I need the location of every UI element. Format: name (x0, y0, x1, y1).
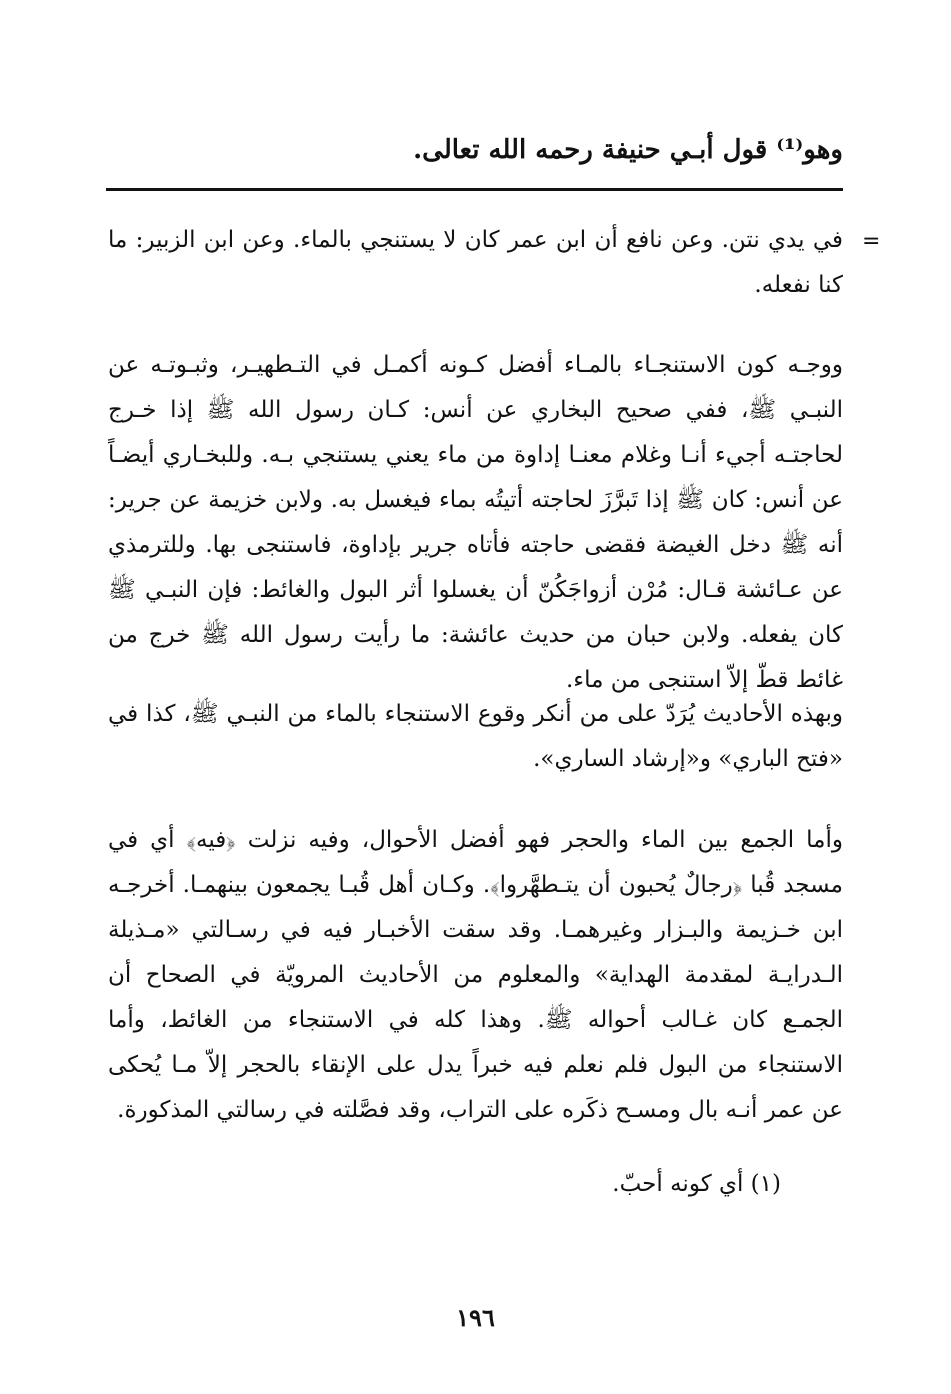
footnote-continuation-marker: = (862, 229, 881, 254)
main-text-closing-line: وهو⁽¹⁾ قول أبـي حنيفة رحمه الله تعالى. (413, 135, 843, 165)
footnote-paragraph: وأما الجمع بين الماء والحجر فهو أفضل الأحوال، وفيه نزلت ﴿فيه﴾ أي في مسجد قُبا ﴿رجالٌ يُحبون أن يتـطهَّروا﴾. وكـان أهل قُبـا يجمعون بينهمـا. أخرجـه ابن خـزيمة والبـزار وغيرهمـا. وقد سقت الأخبـار فيه في رسـالتي «مـذيلة الـدرايـة لمقدمة الهداية» والمعلوم من الأحاديث المرويّة في الصحاح أن الجمـع كان غـالب أحواله ﷺ. وهذا كله في الاستنجاء من الغائط، وأما الاستنجاء من البول فلم نعلم فيه خبراً يدل على الإنقاء بالحجر إلاّ مـا يُحكى عن عمر أنـه بال ومسـح ذكَره على التراب، وقد فصَّلته في رسالتي المذكورة. (108, 827, 843, 1123)
footnote-separator-rule (106, 188, 843, 191)
footnote-1: (١) أي كونه أحبّ. (612, 1171, 781, 1197)
footnote-paragraph: وبهذه الأحاديث يُرَدّ على من أنكر وقوع الاستنجاء بالماء من النبـي ﷺ، كذا في «فتح الباري» و«إرشاد الساري». (108, 701, 843, 772)
footnote-continued-text: في يدي نتن. وعن نافع أن ابن عمر كان لا يستنجي بالماء. وعن ابن الزبير: ما كنا نفعله. (108, 227, 843, 298)
footnote-paragraph: ووجـه كون الاستنجـاء بالمـاء أفضل كـونه أكمـل في التـطهيـر، وثبـوتـه عن النبـي ﷺ، ففي صحيح البخاري عن أنس: كـان رسول الله ﷺ إذا خـرج لحاجتـه أجيء أنـا وغلام معنـا إداوة من ماء يعني يستنجي بـه. وللبخـاري أيضـاً عن أنس: كان ﷺ إذا تَبرَّزَ لحاجته أتيتُه بماء فيغسل به. ولابن خزيمة عن جرير: أنه ﷺ دخل الغيضة فقضى حاجته فأتاه جرير بإداوة، فاستنجى بها. وللترمذي عن عـائشة قـال: مُرْن أزواجَكُنّ أن يغسلوا أثر البول والغائط: فإن النبـي ﷺ كان يفعله. ولابن حبان من حديث عائشة: ما رأيت رسول الله ﷺ خرج من غائط قطّ إلاّ استنجى من ماء. (108, 352, 843, 693)
page-number: ١٩٦ (456, 1303, 495, 1332)
